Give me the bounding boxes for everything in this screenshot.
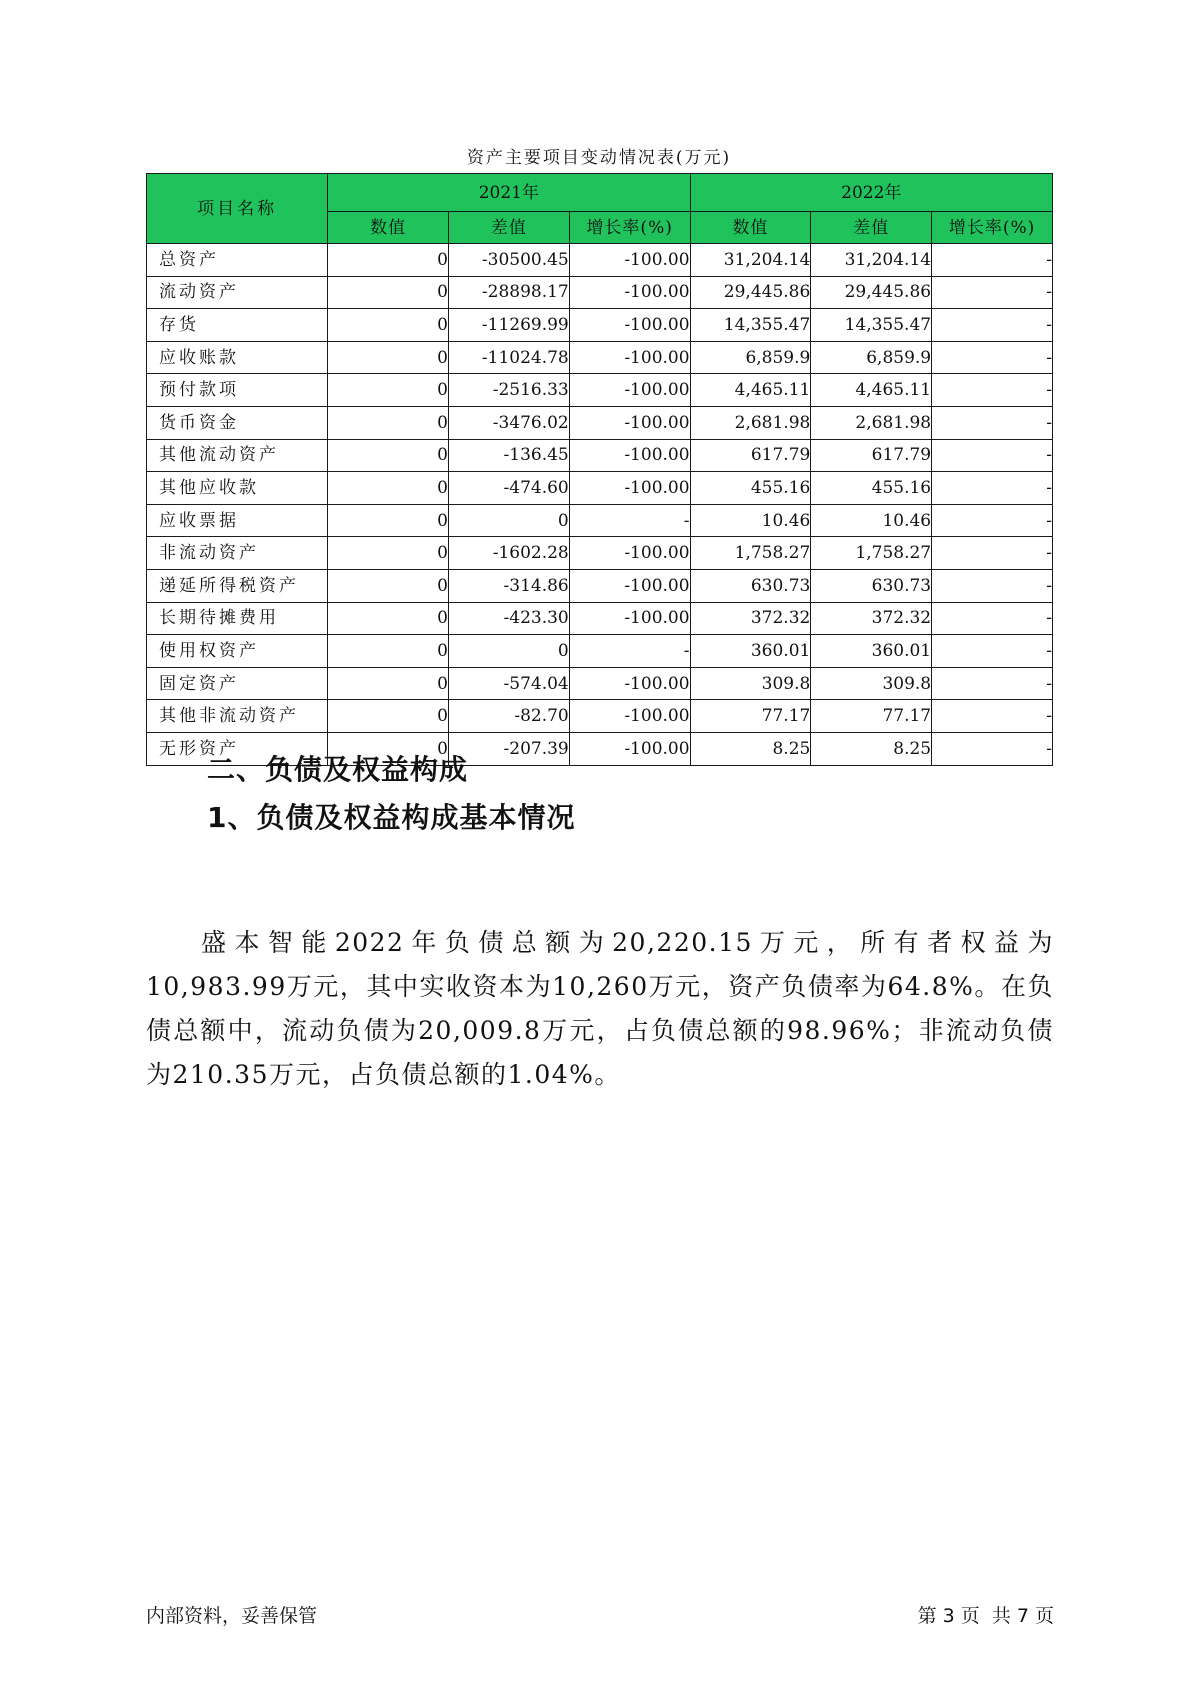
row-name-cell: 流动资产	[147, 276, 328, 309]
table-row	[147, 439, 1053, 472]
row-name-cell: 其他非流动资产	[147, 700, 328, 733]
header-value-2021: 数值	[328, 212, 449, 244]
diff-2022-cell: 372.32	[811, 602, 932, 635]
table-row	[147, 700, 1053, 733]
growth-2021-cell: -	[569, 635, 690, 668]
value-2021-cell: 0	[328, 667, 449, 700]
growth-2022-cell: -	[932, 276, 1053, 309]
table-row	[147, 244, 1053, 277]
growth-2021-cell: -100.00	[569, 374, 690, 407]
table-row	[147, 472, 1053, 505]
growth-2022-cell: -	[932, 504, 1053, 537]
diff-2022-cell: 630.73	[811, 569, 932, 602]
diff-2021-cell: 0	[448, 635, 569, 668]
row-name-cell: 存货	[147, 309, 328, 342]
value-2021-cell: 0	[328, 276, 449, 309]
value-2022-cell: 29,445.86	[690, 276, 811, 309]
row-name-cell: 应收票据	[147, 504, 328, 537]
growth-2022-cell: -	[932, 732, 1053, 765]
growth-2022-cell: -	[932, 667, 1053, 700]
diff-2021-cell: -82.70	[448, 700, 569, 733]
growth-2021-cell: -100.00	[569, 667, 690, 700]
growth-2022-cell: -	[932, 569, 1053, 602]
growth-2021-cell: -100.00	[569, 700, 690, 733]
value-2022-cell: 14,355.47	[690, 309, 811, 342]
value-2022-cell: 1,758.27	[690, 537, 811, 570]
diff-2022-cell: 29,445.86	[811, 276, 932, 309]
growth-2021-cell: -100.00	[569, 309, 690, 342]
growth-2022-cell: -	[932, 406, 1053, 439]
diff-2021-cell: -423.30	[448, 602, 569, 635]
table-row	[147, 569, 1053, 602]
diff-2021-cell: -30500.45	[448, 244, 569, 277]
value-2022-cell: 630.73	[690, 569, 811, 602]
value-2022-cell: 6,859.9	[690, 341, 811, 374]
value-2022-cell: 360.01	[690, 635, 811, 668]
diff-2022-cell: 2,681.98	[811, 406, 932, 439]
diff-2021-cell: -11024.78	[448, 341, 569, 374]
header-diff-2021: 差值	[448, 212, 569, 244]
table-caption: 资产主要项目变动情况表(万元)	[466, 148, 732, 168]
diff-2021-cell: -574.04	[448, 667, 569, 700]
diff-2022-cell: 360.01	[811, 635, 932, 668]
diff-2022-cell: 31,204.14	[811, 244, 932, 277]
row-name-cell: 非流动资产	[147, 537, 328, 570]
diff-2021-cell: -207.39	[448, 732, 569, 765]
growth-2021-cell: -	[569, 504, 690, 537]
asset-change-table	[146, 173, 1053, 766]
growth-2021-cell: -100.00	[569, 244, 690, 277]
header-value-2022: 数值	[690, 212, 811, 244]
diff-2022-cell: 309.8	[811, 667, 932, 700]
value-2021-cell: 0	[328, 569, 449, 602]
value-2021-cell: 0	[328, 341, 449, 374]
diff-2022-cell: 455.16	[811, 472, 932, 505]
growth-2021-cell: -100.00	[569, 439, 690, 472]
value-2021-cell: 0	[328, 602, 449, 635]
growth-2021-cell: -100.00	[569, 537, 690, 570]
table-row	[147, 504, 1053, 537]
value-2022-cell: 77.17	[690, 700, 811, 733]
diff-2022-cell: 1,758.27	[811, 537, 932, 570]
diff-2021-cell: 0	[448, 504, 569, 537]
header-item-name: 项目名称	[147, 174, 328, 244]
diff-2021-cell: -28898.17	[448, 276, 569, 309]
body-paragraph: 盛本智能2022年负债总额为20,220.15万元，所有者权益为10,983.99万元，其中实收资本为10,260万元，资产负债率为64.8%。在负债总额中，流动负债为20,009.8万元，占负债总额的98.96%；非流动负债为210.35万元，占负债总额的1.04%。	[146, 928, 1054, 1089]
value-2021-cell: 0	[328, 309, 449, 342]
diff-2022-cell: 10.46	[811, 504, 932, 537]
value-2021-cell: 0	[328, 504, 449, 537]
diff-2021-cell: -474.60	[448, 472, 569, 505]
row-name-cell: 总资产	[147, 244, 328, 277]
value-2021-cell: 0	[328, 537, 449, 570]
value-2022-cell: 4,465.11	[690, 374, 811, 407]
growth-2022-cell: -	[932, 374, 1053, 407]
table-row	[147, 406, 1053, 439]
growth-2022-cell: -	[932, 309, 1053, 342]
row-name-cell: 预付款项	[147, 374, 328, 407]
value-2022-cell: 10.46	[690, 504, 811, 537]
header-year-2022: 2022年	[690, 174, 1052, 212]
growth-2021-cell: -100.00	[569, 732, 690, 765]
growth-2021-cell: -100.00	[569, 276, 690, 309]
footer-page-number: 第 3 页 共 7 页	[917, 1605, 1054, 1627]
diff-2021-cell: -314.86	[448, 569, 569, 602]
section-subheading: 1、负债及权益构成基本情况	[207, 801, 576, 834]
diff-2022-cell: 8.25	[811, 732, 932, 765]
growth-2021-cell: -100.00	[569, 406, 690, 439]
diff-2021-cell: -136.45	[448, 439, 569, 472]
diff-2021-cell: -3476.02	[448, 406, 569, 439]
growth-2022-cell: -	[932, 439, 1053, 472]
growth-2022-cell: -	[932, 244, 1053, 277]
value-2021-cell: 0	[328, 244, 449, 277]
header-diff-2022: 差值	[811, 212, 932, 244]
growth-2021-cell: -100.00	[569, 602, 690, 635]
row-name-cell: 使用权资产	[147, 635, 328, 668]
diff-2021-cell: -1602.28	[448, 537, 569, 570]
row-name-cell: 递延所得税资产	[147, 569, 328, 602]
header-growth-2022: 增长率(%)	[932, 212, 1053, 244]
value-2021-cell: 0	[328, 700, 449, 733]
growth-2021-cell: -100.00	[569, 472, 690, 505]
row-name-cell: 长期待摊费用	[147, 602, 328, 635]
table-row	[147, 276, 1053, 309]
value-2021-cell: 0	[328, 472, 449, 505]
growth-2022-cell: -	[932, 472, 1053, 505]
value-2021-cell: 0	[328, 635, 449, 668]
table-body	[147, 244, 1053, 766]
growth-2022-cell: -	[932, 341, 1053, 374]
diff-2022-cell: 617.79	[811, 439, 932, 472]
section-heading: 二、负债及权益构成	[207, 753, 469, 786]
row-name-cell: 其他应收款	[147, 472, 328, 505]
value-2022-cell: 8.25	[690, 732, 811, 765]
value-2021-cell: 0	[328, 732, 449, 765]
diff-2022-cell: 14,355.47	[811, 309, 932, 342]
table-row	[147, 537, 1053, 570]
value-2022-cell: 617.79	[690, 439, 811, 472]
header-growth-2021: 增长率(%)	[569, 212, 690, 244]
row-name-cell: 无形资产	[147, 732, 328, 765]
body-paragraph-block	[146, 921, 1054, 1097]
value-2022-cell: 2,681.98	[690, 406, 811, 439]
table-row	[147, 309, 1053, 342]
diff-2021-cell: -2516.33	[448, 374, 569, 407]
table-row	[147, 374, 1053, 407]
value-2022-cell: 31,204.14	[690, 244, 811, 277]
growth-2021-cell: -100.00	[569, 341, 690, 374]
value-2022-cell: 372.32	[690, 602, 811, 635]
table-row	[147, 667, 1053, 700]
row-name-cell: 其他流动资产	[147, 439, 328, 472]
value-2021-cell: 0	[328, 406, 449, 439]
value-2021-cell: 0	[328, 439, 449, 472]
footer-confidential-note: 内部资料，妥善保管	[146, 1605, 318, 1627]
growth-2022-cell: -	[932, 700, 1053, 733]
growth-2021-cell: -100.00	[569, 569, 690, 602]
header-year-2021: 2021年	[328, 174, 690, 212]
table-row	[147, 635, 1053, 668]
diff-2022-cell: 77.17	[811, 700, 932, 733]
growth-2022-cell: -	[932, 635, 1053, 668]
diff-2021-cell: -11269.99	[448, 309, 569, 342]
value-2022-cell: 455.16	[690, 472, 811, 505]
row-name-cell: 货币资金	[147, 406, 328, 439]
value-2021-cell: 0	[328, 374, 449, 407]
growth-2022-cell: -	[932, 537, 1053, 570]
row-name-cell: 应收账款	[147, 341, 328, 374]
value-2022-cell: 309.8	[690, 667, 811, 700]
table-row	[147, 602, 1053, 635]
diff-2022-cell: 4,465.11	[811, 374, 932, 407]
diff-2022-cell: 6,859.9	[811, 341, 932, 374]
row-name-cell: 固定资产	[147, 667, 328, 700]
growth-2022-cell: -	[932, 602, 1053, 635]
table-row	[147, 341, 1053, 374]
